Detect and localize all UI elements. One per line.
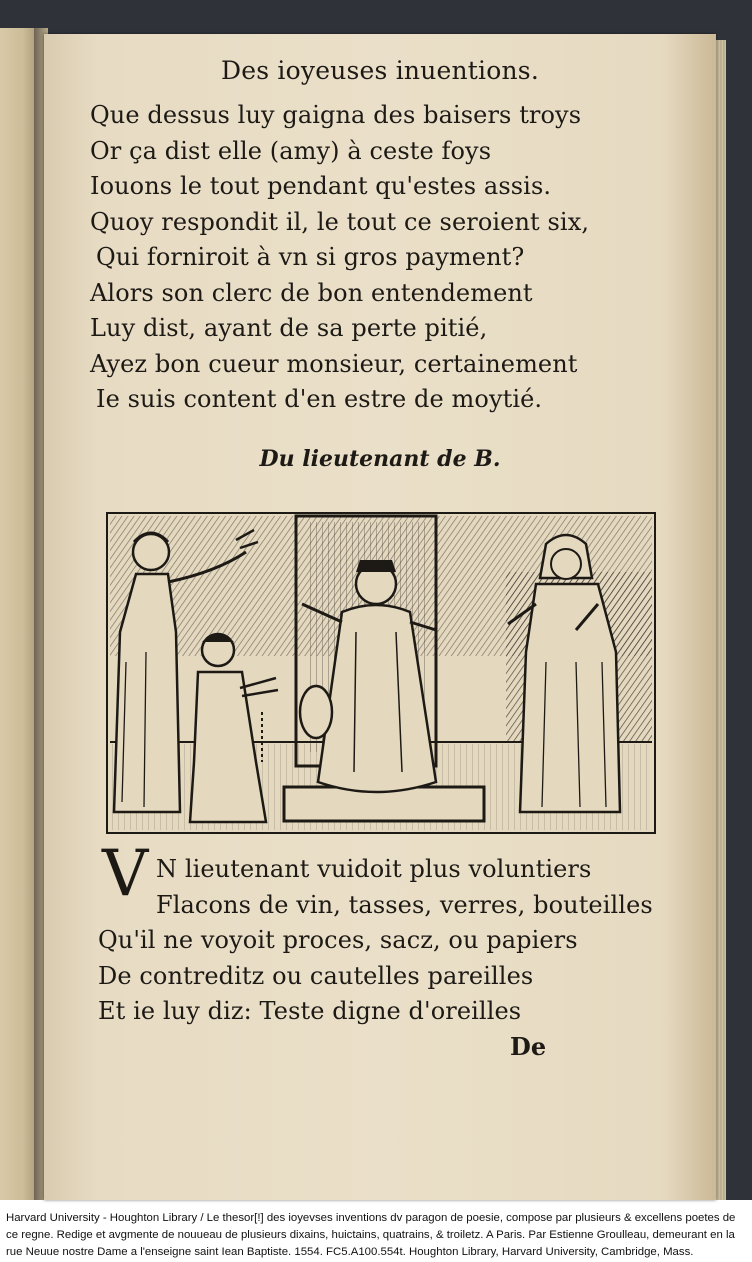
book-page [44, 34, 716, 1200]
section-title: Du lieutenant de B. [259, 446, 501, 472]
verse-line: Ayez bon cueur monsieur, certainement [90, 349, 578, 378]
verse-line: Que dessus luy gaigna des baisers troys [90, 101, 582, 129]
verse-line: Luy dist, ayant de sa perte pitié, [90, 314, 488, 342]
verse-line: Quoy respondit il, le tout ce seroient six, [90, 207, 590, 236]
facing-page-edge [0, 28, 38, 1200]
verse-line: Qu'il ne voyoit proces, sacz, ou papiers [98, 926, 578, 954]
verse-line: Flacons de vin, tasses, verres, bouteilles [156, 890, 653, 919]
verse-top [90, 98, 690, 418]
image-caption: Harvard University - Houghton Library / Le thesor[!] des ioyevses inventions dv paragon de poesie, compose par plusieurs & excellens poetes de ce regne. Redige et avgmente de nouueau de plusieurs dixains, huictains, quatrains, & troiletz. A Paris. Par Estienne Groulleau, demeurant en la rue Neuue nostre Dame a l'enseigne saint Iean Baptiste. 1554. FC5.A100.554t. Houghton Library, Harvard University, Cambridge, Mass. [6, 1212, 736, 1258]
verse-line: Ie suis content d'en estre de moytié. [96, 385, 543, 413]
running-head: Des ioyeuses inuentions. [221, 56, 539, 85]
catchword: De [510, 1032, 547, 1061]
verse-line: Or ça dist elle (amy) à ceste foys [90, 136, 492, 165]
verse-line: De contreditz ou cautelles pareilles [98, 961, 534, 990]
verse-line: N lieutenant vuidoit plus voluntiers [156, 855, 592, 883]
verse-line: Alors son clerc de bon entendement [90, 278, 533, 307]
woodcut-illustration [106, 512, 656, 834]
drop-capital: V [102, 837, 149, 911]
verse-line: Qui forniroit à vn si gros payment? [96, 243, 525, 271]
verse-line: Et ie luy diz: Teste digne d'oreilles [98, 997, 522, 1025]
verse-line: Iouons le tout pendant qu'estes assis. [90, 172, 552, 200]
verse-bottom [98, 852, 716, 1030]
